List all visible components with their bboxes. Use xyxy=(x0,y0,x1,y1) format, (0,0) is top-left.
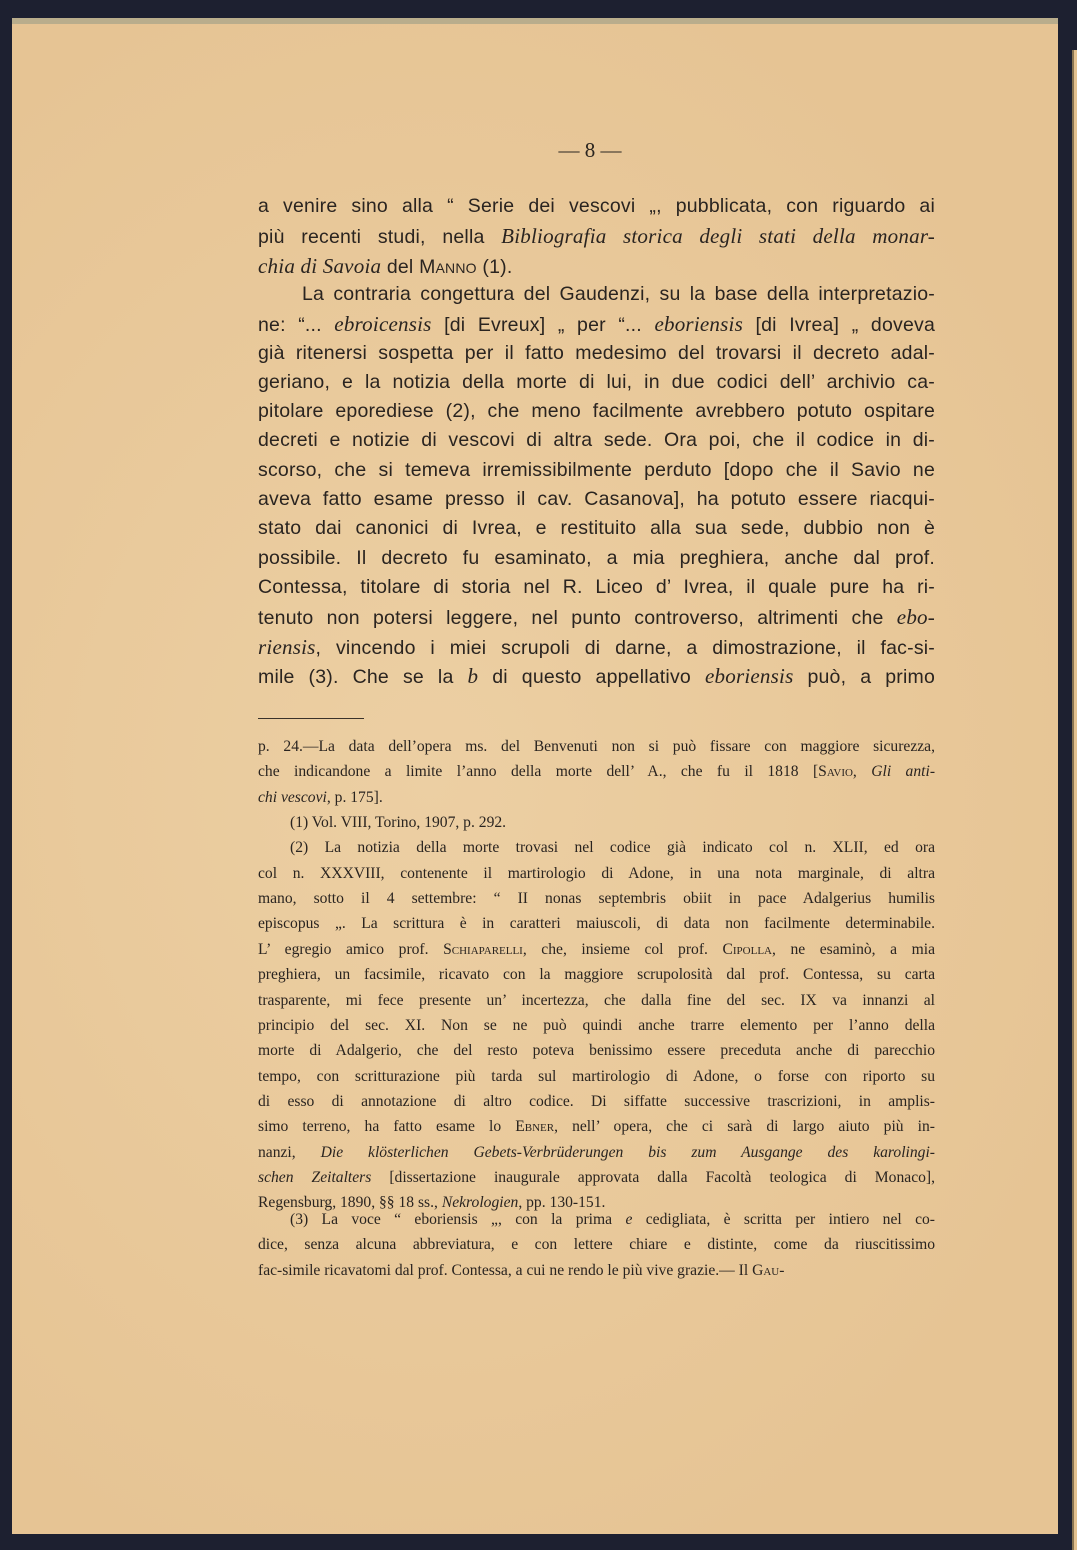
text-run: del xyxy=(381,255,420,278)
text-run: principio del sec. XI. Non se ne può quindi anche trarre elemento per l’anno della xyxy=(258,1016,935,1034)
body-line xyxy=(258,664,935,689)
text-run: cedigliata, è scritta per intiero nel co- xyxy=(632,1211,935,1228)
footnote-separator xyxy=(258,718,364,719)
text-run: p. 24.—La data dell’opera ms. del Benvenuti non si può fissare con maggiore sicurezza, xyxy=(258,738,935,755)
small-caps-text: Cipolla xyxy=(722,940,772,958)
italic-text: eboriensis xyxy=(654,312,743,337)
text-run: stato dai canonici di Ivrea, e restituito alla sua sede, dubbio non è xyxy=(258,517,935,540)
footnote-line xyxy=(258,992,935,1010)
text-run: mano, sotto il 4 settembre: “ II nonas septembris obiit in pace Adalgerius humilis xyxy=(258,890,935,908)
small-caps-text: Savio xyxy=(818,763,853,781)
italic-text: b xyxy=(467,663,479,688)
text-run: a venire sino alla “ Serie dei vescovi „, pubblicata, con riguardo ai xyxy=(258,195,935,217)
text-run: L’ egregio amico prof. xyxy=(258,940,444,958)
footnote-line xyxy=(258,1118,935,1136)
body-line xyxy=(258,195,935,218)
body-line xyxy=(258,224,935,249)
body-line xyxy=(258,400,935,423)
footnote-line xyxy=(258,763,935,781)
text-run: , nell’ opera, che ci sarà di largo aiuto più in- xyxy=(554,1118,935,1136)
italic-text: e xyxy=(625,1211,633,1228)
text-run: [di Evreux] „ per “... xyxy=(431,314,655,337)
text-run: , p. 175]. xyxy=(326,788,383,806)
text-run: [dissertazione inaugurale approvata dalla Facoltà teologica di Monaco], xyxy=(371,1168,935,1186)
text-run: simo terreno, ha fatto esame lo xyxy=(258,1118,516,1136)
text-run: fac-simile ricavatomi dal prof. Contessa, a cui ne rendo le più vive grazie.— Il xyxy=(258,1262,753,1279)
text-run: , ne esaminò, a mia xyxy=(772,940,935,958)
italic-text: eboriensis xyxy=(704,663,794,688)
footnote-line xyxy=(258,1262,935,1280)
italic-text: schen Zeitalters xyxy=(258,1168,372,1186)
text-run: dice, senza alcuna abbreviatura, e con lettere chiare e distinte, come da riuscitissimo xyxy=(258,1236,935,1253)
footnote-line xyxy=(258,738,935,756)
text-run: (2) La notizia della morte trovasi nel codice già indicato col n. XLII, ed ora xyxy=(290,839,935,857)
body-line xyxy=(258,517,935,540)
text-run: pitolare eporediese (2), che meno facilmente avrebbero potuto ospitare xyxy=(258,400,935,423)
text-run: ne: “... xyxy=(258,314,335,337)
footnote-line xyxy=(258,865,935,883)
text-run: scorso, che si temeva irremissibilmente perduto [dopo che il Savio ne xyxy=(258,458,935,481)
body-line xyxy=(258,605,935,630)
body-line xyxy=(258,254,935,279)
body-line xyxy=(258,576,935,599)
body-line xyxy=(258,635,935,660)
text-run: preghiera, un facsimile, ricavato con la maggiore scrupolosità dal prof. Contessa, su carta xyxy=(258,966,935,984)
footnote-line xyxy=(258,1144,935,1162)
text-run: che indicandone a limite l’anno della morte dell’ A., che fu il 1818 [ xyxy=(258,763,819,781)
italic-text: chi vescovi xyxy=(258,788,327,806)
body-line xyxy=(258,312,935,337)
text-run: già ritenersi sospetta per il fatto medesimo del trovarsi il decreto adal- xyxy=(258,341,935,364)
small-caps-text: Manno xyxy=(419,255,477,278)
text-run: La contraria congettura del Gaudenzi, su la base della interpretazio- xyxy=(302,282,935,305)
body-line xyxy=(258,371,935,394)
text-run: col n. XXXVIII, contenente il martirologio di Adone, in una nota marginale, di altra xyxy=(258,864,935,882)
italic-text: Bibliografia storica degli stati della monar- xyxy=(501,224,935,249)
page-number: — 8 — xyxy=(558,138,622,162)
text-run: episcopus „. La scrittura è in caratteri maiuscoli, di data non facilmente determinabile. xyxy=(258,915,935,933)
text-run: Contessa, titolare di storia nel R. Liceo d’ Ivrea, il quale pure ha ri- xyxy=(258,575,935,598)
text-run: di esso di annotazione di altro codice. Di siffatte successive trascrizioni, in amplis- xyxy=(258,1092,935,1110)
text-run: tenuto non potersi leggere, nel punto controverso, altrimenti che xyxy=(258,607,897,630)
footnote-line xyxy=(258,1093,935,1111)
italic-text: Gli anti- xyxy=(871,763,936,781)
text-run: possibile. Il decreto fu esaminato, a mia preghiera, anche dal prof. xyxy=(258,546,935,569)
footnote-line xyxy=(258,1068,935,1086)
body-line xyxy=(258,342,935,365)
text-run: (1). xyxy=(476,255,513,278)
text-run: mile (3). Che se la xyxy=(258,665,468,688)
italic-text: chia di Savoia xyxy=(258,253,382,278)
text-run: (1) Vol. VIII, Torino, 1907, p. 292. xyxy=(290,814,507,832)
text-run: [di Ivrea] „ doveva xyxy=(742,314,935,337)
italic-text: Nekrologien xyxy=(441,1194,519,1212)
text-run: decreti e notizie di vescovi di altra sede. Ora poi, che il codice in di- xyxy=(258,429,935,452)
text-run: morte di Adalgerio, che del resto poteva benissimo essere preceduta anche di parecchio xyxy=(258,1042,935,1060)
footnote-line xyxy=(258,1042,935,1060)
italic-text: ebroicensis xyxy=(334,312,432,337)
facing-page-edge xyxy=(1072,50,1077,1550)
small-caps-text: Schiaparelli xyxy=(443,940,523,958)
footnote-line xyxy=(258,1236,935,1254)
italic-text: ebo- xyxy=(896,605,935,630)
text-run: aveva fatto esame presso il cav. Casanova], ha potuto essere riacqui- xyxy=(258,488,935,510)
footnote-line xyxy=(258,839,935,857)
text-run: trasparente, mi fece presente un’ incertezza, che dalla fine del sec. IX va innanzi al xyxy=(258,991,935,1009)
text-run: , xyxy=(852,763,872,781)
small-caps-text: Gau- xyxy=(752,1262,785,1279)
body-line xyxy=(258,488,935,511)
text-run: geriano, e la notizia della morte di lui, in due codici dell’ archivio ca- xyxy=(258,370,935,393)
footnote-line xyxy=(258,941,935,959)
italic-text: riensis xyxy=(258,634,316,659)
text-run: Regensburg, 1890, §§ 18 ss., xyxy=(258,1194,442,1212)
text-run: può, a primo xyxy=(793,665,936,688)
footnote-line xyxy=(258,1017,935,1035)
footnote-line xyxy=(258,789,935,807)
body-line xyxy=(258,283,935,306)
text-run: tempo, con scritturazione più tarda sul martirologio di Adone, o forse con riporto su xyxy=(258,1067,935,1085)
footnote-line xyxy=(258,1194,935,1212)
footnote-line xyxy=(258,915,935,933)
body-line xyxy=(258,547,935,570)
footnote-line xyxy=(258,814,935,832)
footnote-line xyxy=(258,890,935,908)
text-run: , che, insieme col prof. xyxy=(522,940,723,958)
text-run: nanzi, xyxy=(258,1143,321,1161)
footnote-line xyxy=(258,1211,935,1229)
text-run: , vincendo i miei scrupoli di darne, a dimostrazione, il fac-si- xyxy=(315,636,935,659)
italic-text: Die klösterlichen Gebets-Verbrüderungen bis zum Ausgange des karolingi- xyxy=(320,1143,935,1161)
body-line xyxy=(258,429,935,452)
text-run: di questo appellativo xyxy=(478,665,705,688)
text-run: (3) La voce “ eboriensis „, con la prima xyxy=(290,1211,626,1228)
small-caps-text: Ebner xyxy=(515,1118,555,1136)
footnote-line xyxy=(258,966,935,984)
text-run: , pp. 130-151. xyxy=(518,1194,606,1212)
text-run: più recenti studi, nella xyxy=(258,226,502,249)
footnote-line xyxy=(258,1169,935,1187)
body-line xyxy=(258,459,935,482)
